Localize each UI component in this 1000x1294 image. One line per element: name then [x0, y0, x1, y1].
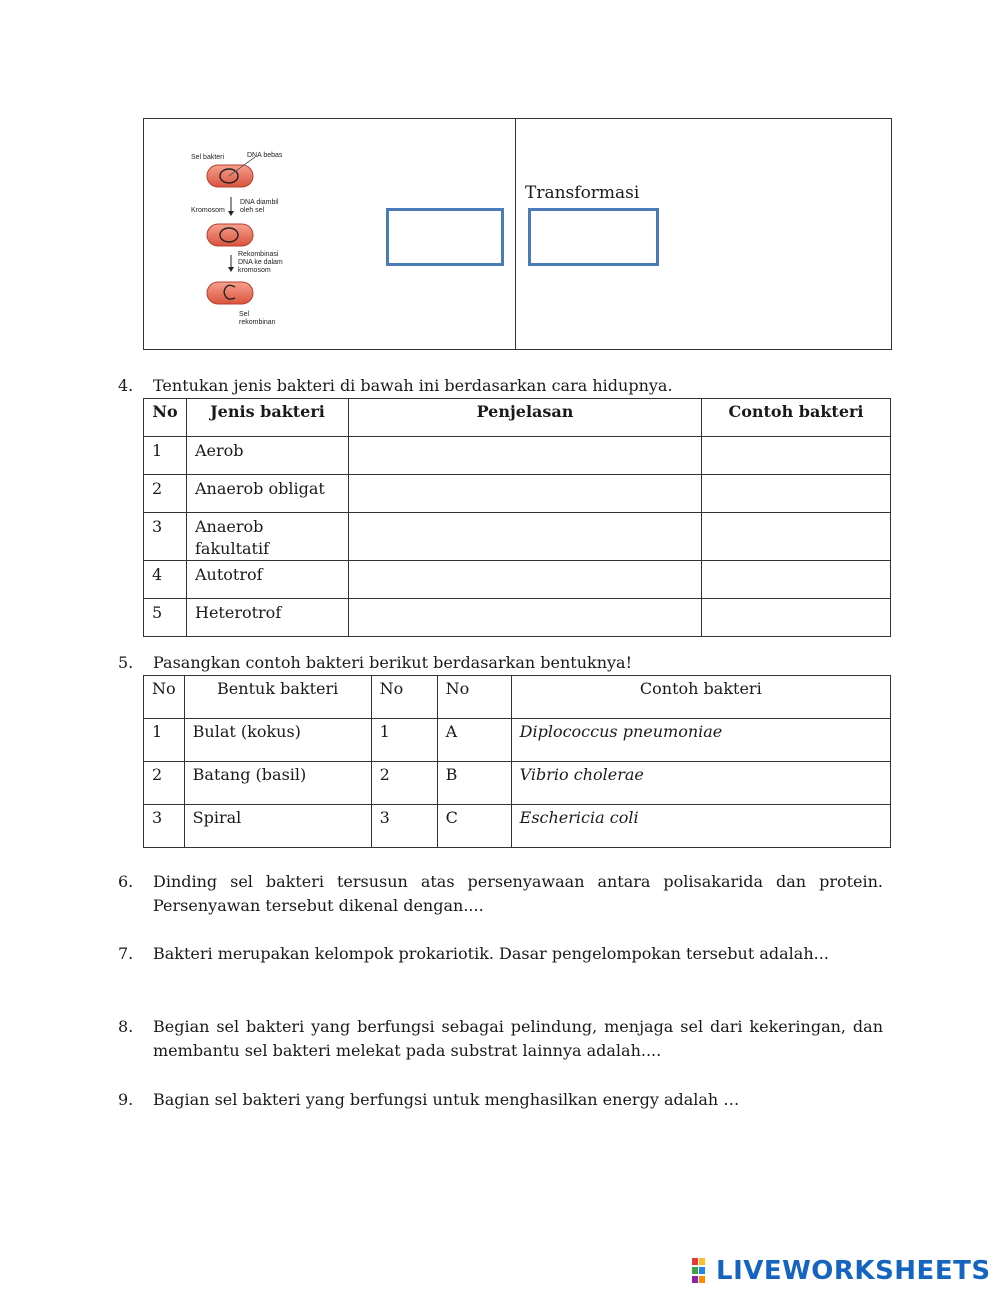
label-rekombinasi: Rekombinasi DNA ke dalam kromosom	[238, 251, 283, 274]
table-row	[144, 805, 891, 848]
q4-contoh-input[interactable]	[702, 475, 891, 513]
answer-box-left[interactable]	[386, 208, 504, 266]
q5-header-no: No	[144, 676, 185, 719]
q4-row-jenis: Aerob	[187, 437, 349, 475]
q4-question: Tentukan jenis bakteri di bawah ini berdasarkan cara hidupnya.	[153, 376, 673, 395]
q4-row-no: 5	[144, 599, 187, 637]
logo-text: LIVEWORKSHEETS	[716, 1256, 991, 1286]
table-row	[144, 475, 891, 513]
transformation-diagram	[180, 145, 310, 335]
q5-row-contoh: Eschericia coli	[511, 805, 890, 848]
diagram-table-divider	[515, 118, 516, 349]
q4-contoh-input[interactable]	[702, 437, 891, 475]
q4-row-jenis: Heterotrof	[187, 599, 349, 637]
q4-row-no: 1	[144, 437, 187, 475]
q8-number: 8.	[118, 1017, 134, 1036]
q5-row-bentuk: Bulat (kokus)	[184, 719, 371, 762]
q5-row-bentuk: Spiral	[184, 805, 371, 848]
q5-header-bentuk: Bentuk bakteri	[184, 676, 371, 719]
liveworksheets-logo	[692, 1256, 991, 1286]
table-row	[144, 561, 891, 599]
table-row	[144, 599, 891, 637]
q5-row-letter: B	[437, 762, 511, 805]
q5-row-letter: A	[437, 719, 511, 762]
q5-row-no: 2	[144, 762, 185, 805]
q4-penjelasan-input[interactable]	[349, 561, 702, 599]
q4-row-jenis: Autotrof	[187, 561, 349, 599]
q4-row-jenis: Anaerob fakultatif	[187, 513, 349, 561]
table-row	[144, 437, 891, 475]
q4-contoh-input[interactable]	[702, 561, 891, 599]
q5-header-no3: No	[437, 676, 511, 719]
bacterial-cell-3	[207, 282, 253, 304]
q5-header-no2: No	[371, 676, 437, 719]
q4-penjelasan-input[interactable]	[349, 513, 702, 561]
q5-row-no2: 1	[371, 719, 437, 762]
bacterial-cell-1	[207, 165, 253, 187]
q4-contoh-input[interactable]	[702, 599, 891, 637]
q5-row-letter: C	[437, 805, 511, 848]
q5-number: 5.	[118, 653, 134, 672]
label-sel-rekombinan: Sel rekombinan	[239, 311, 276, 326]
q4-penjelasan-input[interactable]	[349, 599, 702, 637]
q4-number: 4.	[118, 376, 134, 395]
q4-header-contoh: Contoh bakteri	[702, 399, 891, 437]
q5-row-no: 1	[144, 719, 185, 762]
q4-header-no: No	[144, 399, 187, 437]
answer-box-right[interactable]	[528, 208, 659, 266]
q5-table	[143, 675, 891, 848]
q4-row-jenis: Anaerob obligat	[187, 475, 349, 513]
q4-row-no: 4	[144, 561, 187, 599]
table-row	[144, 719, 891, 762]
q9-number: 9.	[118, 1090, 134, 1109]
q4-penjelasan-input[interactable]	[349, 475, 702, 513]
label-dna-diambil: DNA diambil oleh sel	[240, 199, 279, 214]
q5-row-no2: 2	[371, 762, 437, 805]
q5-row-contoh: Diplococcus pneumoniae	[511, 719, 890, 762]
bacterial-cell-2	[207, 224, 253, 246]
q5-row-contoh: Vibrio cholerae	[511, 762, 890, 805]
q4-header-penjelasan: Penjelasan	[349, 399, 702, 437]
q4-penjelasan-input[interactable]	[349, 437, 702, 475]
label-kromosom: Kromosom	[191, 207, 225, 214]
q5-row-no: 3	[144, 805, 185, 848]
q5-question: Pasangkan contoh bakteri berikut berdasarkan bentuknya!	[153, 653, 632, 672]
q4-contoh-input[interactable]	[702, 513, 891, 561]
q9-text: Bagian sel bakteri yang berfungsi untuk menghasilkan energy adalah …	[153, 1090, 740, 1109]
q4-row-no: 3	[144, 513, 187, 561]
arrow-2-head	[228, 267, 234, 272]
label-sel-bakteri: Sel bakteri	[191, 154, 225, 161]
label-dna-bebas: DNA bebas	[247, 152, 283, 159]
q7-number: 7.	[118, 944, 134, 963]
q4-table	[143, 398, 891, 637]
q5-row-bentuk: Batang (basil)	[184, 762, 371, 805]
table-row	[144, 762, 891, 805]
q8-text: Begian sel bakteri yang berfungsi sebagai pelindung, menjaga sel dari kekeringan, dan membantu sel bakteri melekat pada substrat lainnya adalah....	[153, 1017, 883, 1060]
transformasi-label: Transformasi	[525, 183, 640, 203]
q6-text: Dinding sel bakteri tersusun atas persenyawaan antara polisakarida dan protein. Persenyawan tersebut dikenal dengan....	[153, 872, 883, 915]
q6-number: 6.	[118, 872, 134, 891]
logo-mark-icon	[692, 1258, 714, 1284]
q4-row-no: 2	[144, 475, 187, 513]
q5-header-contoh: Contoh bakteri	[511, 676, 890, 719]
q4-header-jenis: Jenis bakteri	[187, 399, 349, 437]
table-row	[144, 513, 891, 561]
q7-text: Bakteri merupakan kelompok prokariotik. Dasar pengelompokan tersebut adalah...	[153, 944, 829, 963]
arrow-1-head	[228, 211, 234, 216]
q5-row-no2: 3	[371, 805, 437, 848]
